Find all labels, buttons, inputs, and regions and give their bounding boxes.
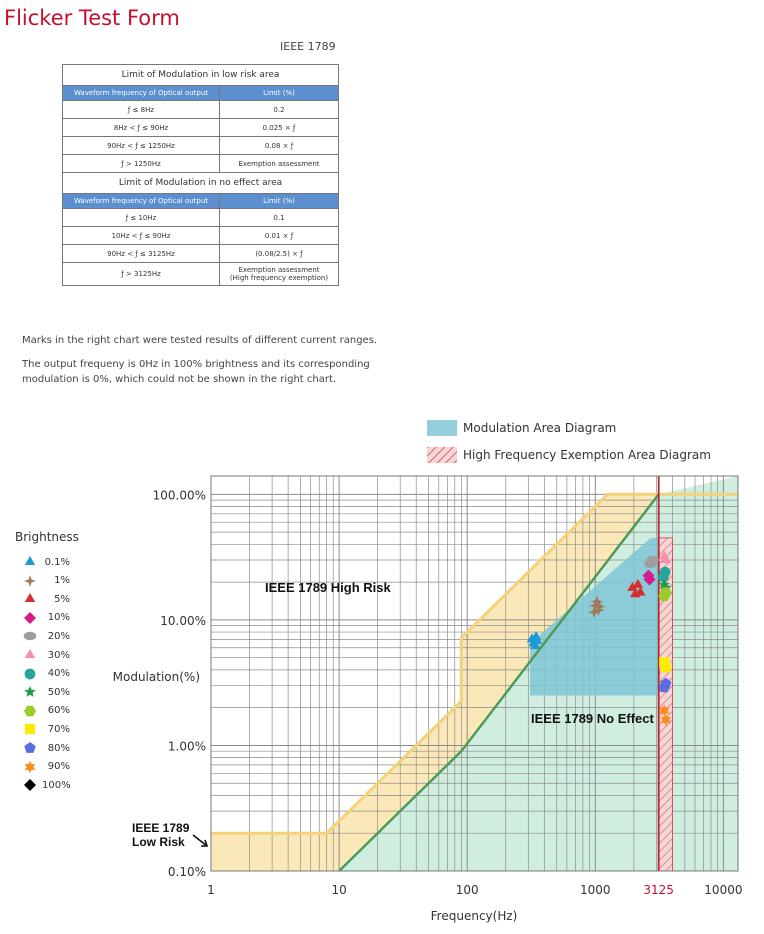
table-cell: 10Hz < ƒ ≤ 90Hz [63,227,220,245]
table-cell: 0.2 [220,101,339,119]
legend-label: 80% [47,742,70,754]
table-cell: ƒ ≤ 10Hz [63,209,220,227]
standard-label: IEEE 1789 [280,40,336,53]
brightness-legend-title: Brightness [15,530,79,544]
x-tick-label: 100 [455,883,479,897]
y-axis-label: Modulation(%) [112,670,200,684]
x-tick-label: 10000 [704,883,743,897]
table-cell: 90Hz < ƒ ≤ 3125Hz [63,245,220,263]
table-cell: ƒ ≤ 8Hz [63,101,220,119]
table-cell: 90Hz < ƒ ≤ 1250Hz [63,137,220,155]
x-tick-label: 1000 [580,883,611,897]
data-point [661,662,671,672]
legend-label: 10% [47,612,70,624]
legend-label: 5% [54,593,70,605]
legend-label: 20% [47,630,70,642]
legend-label: 1% [54,575,70,587]
y-tick-label: 10.00% [160,613,206,628]
no-effect-col1-header: Waveform frequency of Optical output [63,194,220,209]
legend-label: 0.1% [44,556,70,568]
x-tick-label: 10 [331,883,347,897]
legend-label: 90% [47,761,70,773]
legend-label: 40% [47,668,70,680]
low-risk-title: Limit of Modulation in low risk area [63,65,339,86]
no-effect-label: IEEE 1789 No Effect [531,711,654,726]
no-effect-title: Limit of Modulation in no effect area [63,173,339,194]
legend-label: 60% [47,705,70,717]
table-cell: ƒ > 1250Hz [63,155,220,173]
legend-exemption-label: High Frequency Exemption Area Diagram [463,448,711,462]
x-axis-label: Frequency(Hz) [430,909,518,923]
plot-area [211,476,738,871]
table-cell: 0.08 × ƒ [220,137,339,155]
low-risk-label: IEEE 1789 [132,821,190,835]
y-tick-label: 0.10% [167,865,206,879]
x-tick-label: 3125 [643,883,674,897]
table-cell: 0.01 × ƒ [220,227,339,245]
x-tick-label: 1 [207,883,215,897]
low-risk-label: Low Risk [132,835,185,849]
low-risk-col2-header: Limit (%) [220,86,339,101]
table-cell: (0.08/2.5) × ƒ [220,245,339,263]
y-tick-label: 100.00% [152,488,206,503]
high-risk-label: IEEE 1789 High Risk [265,580,391,595]
table-cell: 0.1 [220,209,339,227]
table-cell: 0.025 × ƒ [220,119,339,137]
table-cell: Exemption assessment [220,155,339,173]
legend-label: 30% [47,649,70,661]
table-cell: Exemption assessment (High frequency exemption) [220,263,339,286]
table-cell: ƒ > 3125Hz [63,263,220,286]
y-tick-label: 1.00% [167,739,206,754]
legend-label: 70% [47,723,70,735]
legend-label: 50% [47,686,70,698]
legend-modulation-label: Modulation Area Diagram [463,421,617,435]
data-point [660,567,671,578]
data-point [646,556,659,564]
table-cell: 8Hz < ƒ ≤ 90Hz [63,119,220,137]
no-effect-col2-header: Limit (%) [220,194,339,209]
note-line-1: Marks in the right chart were tested results of different current ranges. [22,335,378,346]
note-line-2: The output frequeny is 0Hz in 100% brightness and its corresponding modulation is 0%, which could not be shown in the right chart. [22,359,370,385]
legend-label: 100% [42,779,71,791]
low-risk-col1-header: Waveform frequency of Optical output [63,86,220,101]
page-title: Flicker Test Form [4,6,180,30]
low-risk-arrow-icon [193,835,207,846]
